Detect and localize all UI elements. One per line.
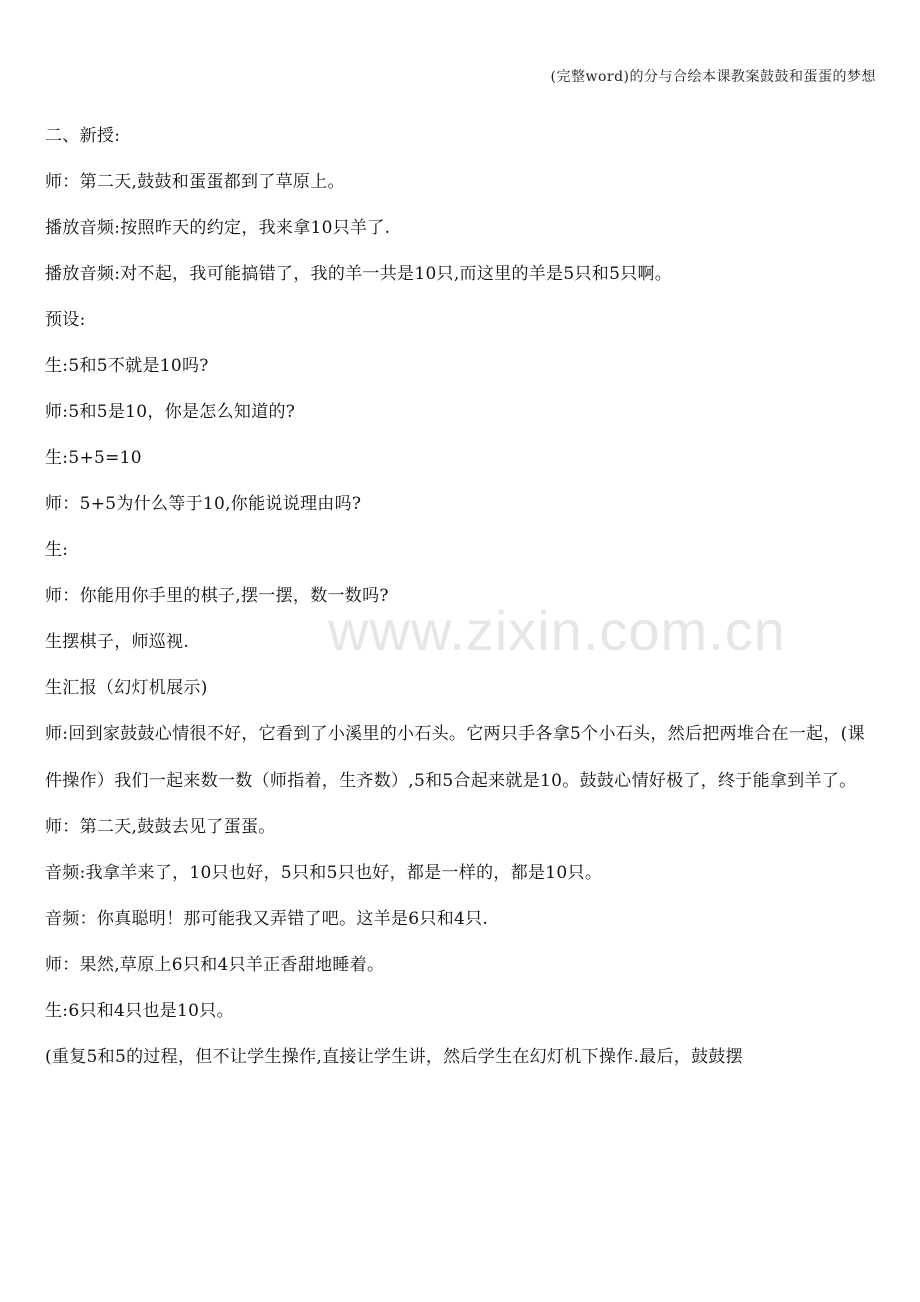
paragraph: 播放音频:对不起，我可能搞错了，我的羊一共是10只,而这里的羊是5只和5只啊。	[45, 264, 673, 284]
paragraph: 音频：你真聪明！那可能我又弄错了吧。这羊是6只和4只.	[45, 909, 489, 929]
paragraph: 预设:	[45, 310, 86, 330]
paragraph: 生摆棋子，师巡视.	[45, 632, 190, 652]
paragraph: 师：你能用你手里的棋子,摆一摆，数一数吗?	[45, 586, 389, 606]
watermark-text: www.zixin.com.cn	[328, 599, 786, 662]
paragraph: (重复5和5的过程，但不让学生操作,直接让学生讲，然后学生在幻灯机下操作.最后，鼓鼓摆	[45, 1047, 743, 1067]
paragraph: 师：5+5为什么等于10,你能说说理由吗?	[45, 494, 362, 514]
paragraph: 师:5和5是10，你是怎么知道的?	[45, 402, 296, 422]
paragraph: 生:5+5=10	[45, 448, 142, 468]
paragraph: 生:6只和4只也是10只。	[45, 1001, 234, 1021]
paragraph: 师：果然,草原上6只和4只羊正香甜地睡着。	[45, 955, 385, 975]
paragraph: 音频:我拿羊来了，10只也好，5只和5只也好，都是一样的，都是10只。	[45, 863, 603, 883]
paragraph: 播放音频:按照昨天的约定，我来拿10只羊了.	[45, 218, 391, 238]
paragraph: 师：第二天,鼓鼓和蛋蛋都到了草原上。	[45, 172, 345, 192]
paragraph: 生:5和5不就是10吗?	[45, 356, 209, 376]
paragraph: 师：第二天,鼓鼓去见了蛋蛋。	[45, 817, 276, 837]
paragraph: 二、新授:	[45, 126, 121, 146]
paragraph: 生汇报（幻灯机展示)	[45, 678, 208, 698]
page-header-title: (完整word)的分与合绘本课教案鼓鼓和蛋蛋的梦想	[550, 69, 876, 85]
paragraph: 生:	[45, 540, 69, 560]
document-body	[45, 121, 878, 1088]
paragraph: 师:回到家鼓鼓心情很不好，它看到了小溪里的小石头。它两只手各拿5个小石头，然后把两堆合在一起，(课件操作）我们一起来数一数（师指着，生齐数）,5和5合起来就是10。鼓鼓心情好极了，终于能拿到羊了。	[45, 724, 865, 791]
